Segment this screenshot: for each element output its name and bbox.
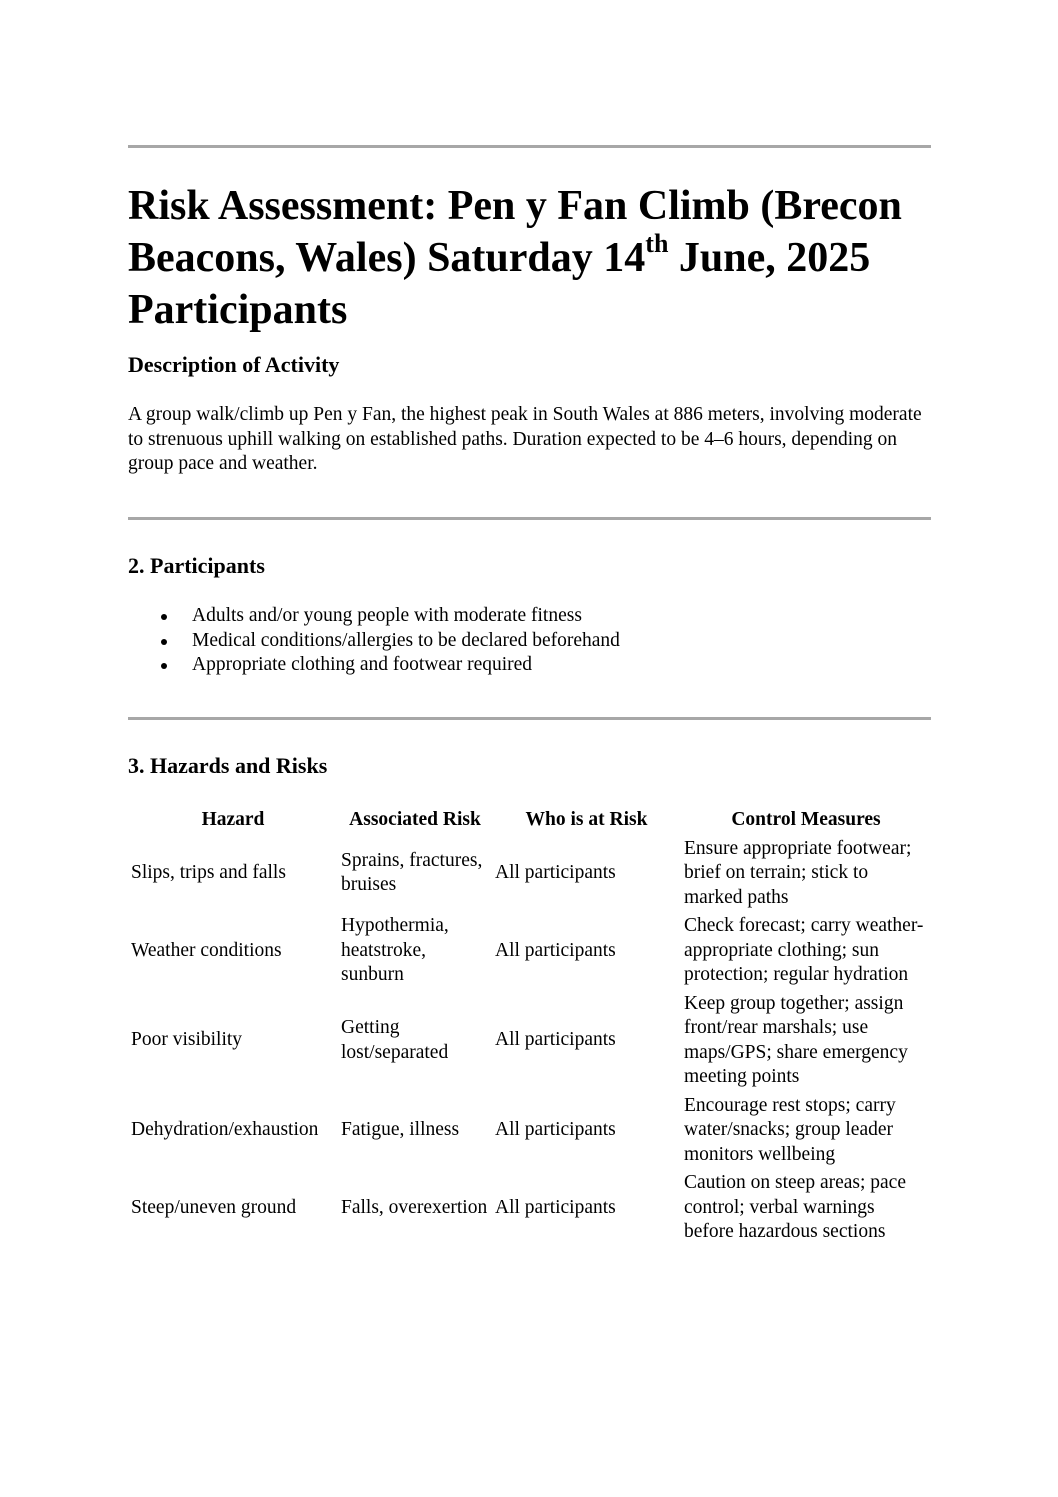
risk-cell: Falls, overexertion bbox=[341, 1196, 488, 1218]
participants-list bbox=[128, 604, 620, 678]
who-cell: All participants bbox=[495, 939, 616, 961]
description-heading: Description of Activity bbox=[128, 352, 340, 377]
hazards-heading: 3. Hazards and Risks bbox=[128, 753, 328, 778]
control-cell: Keep group together; assign front/rear marshals; use maps/GPS; share emergency meeting points bbox=[684, 992, 908, 1087]
list-item-text: Appropriate clothing and footwear required bbox=[192, 654, 533, 675]
control-cell: Ensure appropriate footwear; brief on terrain; stick to marked paths bbox=[684, 837, 912, 908]
column-header-associated-risk: Associated Risk bbox=[349, 809, 481, 830]
risk-cell: Fatigue, illness bbox=[341, 1119, 460, 1140]
list-item-text: Medical conditions/allergies to be declared beforehand bbox=[192, 629, 620, 651]
who-cell: All participants bbox=[495, 1119, 616, 1140]
column-header-hazard: Hazard bbox=[201, 809, 265, 830]
hazard-cell: Dehydration/exhaustion bbox=[131, 1119, 319, 1140]
column-header-control-measures: Control Measures bbox=[731, 809, 881, 830]
list-item-text: Adults and/or young people with moderate fitness bbox=[192, 605, 582, 626]
risk-cell: Getting lost/separated bbox=[341, 1017, 449, 1063]
table-row bbox=[128, 1169, 931, 1247]
title-text-end: June, 2025 Participants bbox=[128, 235, 871, 333]
list-item bbox=[128, 629, 620, 654]
hazard-cell: Steep/uneven ground bbox=[131, 1196, 297, 1218]
hazard-cell: Weather conditions bbox=[131, 939, 282, 961]
hazard-cell: Poor visibility bbox=[131, 1029, 243, 1051]
table-row bbox=[128, 990, 931, 1092]
horizontal-rule bbox=[128, 517, 931, 520]
who-cell: All participants bbox=[495, 862, 616, 883]
control-cell: Check forecast; carry weather-appropriate clothing; sun protection; regular hydration bbox=[684, 915, 924, 985]
hazard-cell: Slips, trips and falls bbox=[131, 862, 286, 883]
table-row bbox=[128, 1092, 931, 1170]
control-cell: Caution on steep areas; pace control; verbal warnings before hazardous sections bbox=[684, 1172, 906, 1242]
control-cell: Encourage rest stops; carry water/snacks; group leader monitors wellbeing bbox=[684, 1094, 896, 1165]
list-item bbox=[128, 604, 620, 629]
list-item bbox=[128, 653, 620, 678]
title-superscript: th bbox=[645, 229, 669, 258]
page-title bbox=[128, 180, 931, 336]
table-row bbox=[128, 912, 931, 990]
table-header-row bbox=[128, 806, 931, 835]
table-row bbox=[128, 835, 931, 913]
horizontal-rule bbox=[128, 145, 931, 148]
description-text: A group walk/climb up Pen y Fan, the highest peak in South Wales at 886 meters, involving moderate to strenuous uphill walking on established paths. Duration expected to be 4–6 hours, depending on group pace and weather. bbox=[128, 404, 922, 474]
participants-heading: 2. Participants bbox=[128, 553, 265, 578]
bullet-icon bbox=[161, 614, 167, 620]
risk-cell: Sprains, fractures, bruises bbox=[341, 849, 483, 896]
horizontal-rule bbox=[128, 717, 931, 720]
bullet-icon bbox=[161, 639, 167, 645]
bullet-icon bbox=[161, 663, 167, 669]
who-cell: All participants bbox=[495, 1196, 616, 1218]
who-cell: All participants bbox=[495, 1029, 616, 1051]
hazards-table bbox=[128, 806, 931, 1247]
title-text: Risk Assessment: Pen y Fan Climb (Brecon Beacons, Wales) Saturday 14 bbox=[128, 183, 902, 281]
column-header-who-at-risk: Who is at Risk bbox=[525, 809, 648, 830]
risk-cell: Hypothermia, heatstroke, sunburn bbox=[341, 915, 449, 985]
